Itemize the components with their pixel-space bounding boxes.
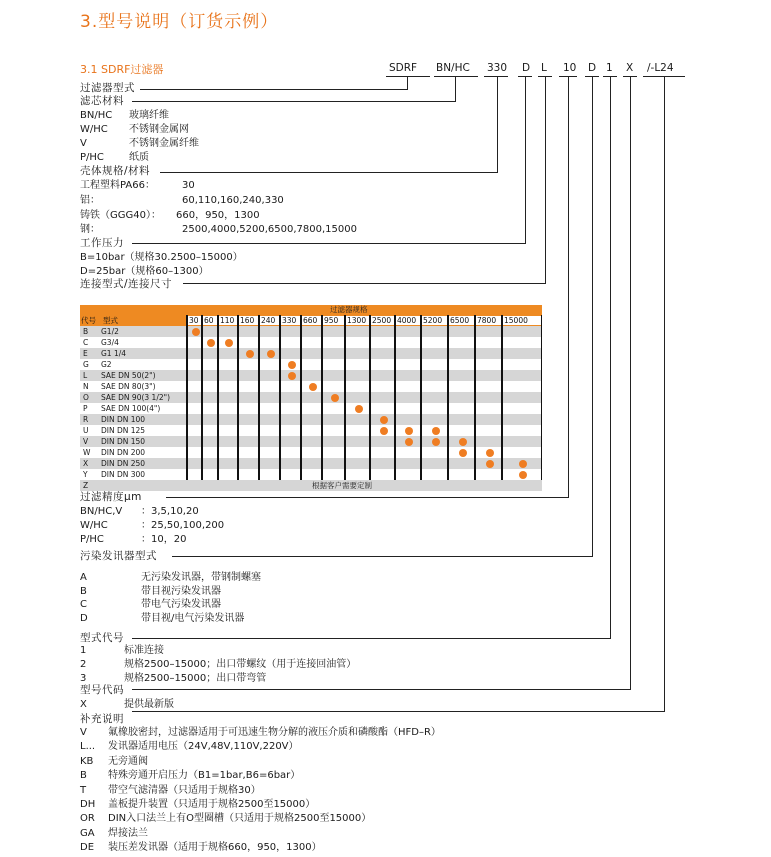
supplement-code: T [80, 784, 87, 796]
availability-dot [355, 405, 363, 413]
connector-line [160, 172, 498, 173]
supplement-desc: 无旁通阀 [108, 755, 148, 767]
size-header-label: 330 [282, 315, 297, 325]
connector-line [132, 689, 631, 690]
material-desc: 玻璃纤维 [129, 110, 169, 121]
indicator-code: A [80, 572, 87, 583]
section-subtitle: 3.1 SDRF过滤器 [80, 63, 164, 76]
row-code: Z [83, 481, 89, 490]
type-code-heading: 型式代号 [80, 632, 124, 644]
column-separator [217, 315, 219, 480]
column-separator [474, 315, 476, 480]
order-code-supplement: /-L24 [647, 62, 674, 74]
column-separator [279, 315, 281, 480]
row-type: SAE DN 80(3") [101, 382, 156, 391]
row-type: DIN DN 150 [101, 437, 146, 446]
col-type-label: 型式 [103, 315, 118, 325]
connector-line [592, 77, 593, 557]
material-code: BN/HC [80, 110, 113, 121]
availability-dot [288, 372, 296, 380]
supplement-code: DE [80, 842, 95, 854]
supplement-code: B [80, 770, 87, 782]
type-code: 1 [80, 645, 87, 656]
supplement-heading: 补充说明 [80, 713, 124, 725]
type-desc: 规格2500–15000；出口带弯管 [124, 673, 267, 684]
housing-desc: 60,110,160,240,330 [182, 195, 284, 206]
table-title: 过滤器规格 [330, 305, 368, 314]
availability-dot [267, 350, 275, 358]
type-desc: 标准连接 [124, 645, 164, 656]
housing-desc: 30 [182, 180, 195, 191]
order-code-size: 330 [487, 62, 508, 74]
availability-dot [459, 438, 467, 446]
size-header-label: 6500 [450, 315, 470, 325]
row-code: L [83, 371, 88, 380]
housing-desc: 660，950，1300 [176, 210, 260, 221]
indicator-desc: 带电气污染发讯器 [141, 599, 221, 610]
pressure-item: B=10bar（规格30.2500–15000） [80, 252, 243, 263]
table-row [80, 337, 542, 348]
availability-dot [519, 460, 527, 468]
connector-line [568, 77, 569, 498]
availability-dot [405, 427, 413, 435]
order-code-type: 1 [606, 62, 613, 74]
connector-line [172, 556, 593, 557]
type-code: 3 [80, 673, 87, 684]
connector-line [630, 77, 631, 690]
supplement-code: DH [80, 799, 96, 810]
connector-line [183, 283, 546, 284]
column-separator [237, 315, 239, 480]
column-separator [300, 315, 302, 480]
material-desc: 不锈钢金属网 [129, 124, 189, 135]
availability-dot [486, 449, 494, 457]
supplement-desc: 发讯器适用电压（24V,48V,110V,220V） [108, 741, 299, 753]
model-code: X [80, 699, 87, 710]
availability-dot [309, 383, 317, 391]
availability-dot [380, 427, 388, 435]
supplement-code: OR [80, 813, 95, 825]
order-code-sdrf: SDRF [389, 62, 418, 74]
supplement-desc: 装压差发讯器（适用于规格660，950，1300） [108, 842, 322, 854]
row-type: G1/2 [101, 327, 119, 336]
size-header-label: 110 [220, 315, 235, 325]
connector-line [497, 77, 498, 173]
table-row [80, 414, 542, 425]
row-type: DIN DN 200 [101, 448, 146, 457]
row-type: SAE DN 100(4") [101, 404, 161, 413]
row-code: V [83, 437, 89, 446]
column-separator [447, 315, 449, 480]
column-separator [344, 315, 346, 480]
element-material-heading: 滤芯材料 [80, 95, 124, 107]
housing-code: 铸铁（GGG40）： [80, 210, 161, 221]
table-row [80, 458, 542, 469]
precision-code: P/HC [80, 534, 104, 545]
table-row [80, 436, 542, 447]
availability-dot [486, 460, 494, 468]
availability-dot [192, 328, 200, 336]
table-row [80, 348, 542, 359]
type-code: 2 [80, 659, 87, 670]
code-underline [484, 76, 508, 77]
row-code: R [83, 415, 89, 424]
precision-code: BN/HC,V [80, 506, 123, 517]
code-underline [434, 76, 478, 77]
supplement-desc: 特殊旁通开启压力（B1=1bar,B6=6bar） [108, 770, 301, 782]
connector-line [610, 77, 611, 639]
supplement-desc: DIN入口法兰上有O型圈槽（只适用于规格2500至15000） [108, 813, 372, 825]
size-header-label: 660 [303, 315, 318, 325]
availability-dot [432, 427, 440, 435]
size-header-label: 4000 [397, 315, 417, 325]
column-separator [501, 315, 503, 480]
precision-code: W/HC [80, 520, 108, 531]
connector-line [132, 711, 665, 712]
row-type: G1 1/4 [101, 349, 127, 358]
material-code: P/HC [80, 152, 104, 163]
precision-desc: ：25,50,100,200 [141, 520, 225, 531]
connector-line [664, 77, 665, 712]
size-header-label: 240 [261, 315, 276, 325]
supplement-desc: 焊接法兰 [108, 827, 148, 839]
availability-dot [380, 416, 388, 424]
row-type: G2 [101, 360, 112, 369]
precision-desc: ：3,5,10,20 [141, 506, 199, 517]
row-code: C [83, 338, 89, 347]
row-type: DIN DN 300 [101, 470, 146, 479]
connector-line [132, 101, 456, 102]
row-code: E [83, 349, 88, 358]
row-type: DIN DN 250 [101, 459, 146, 468]
row-code: O [83, 393, 89, 402]
supplement-desc: 氟橡胶密封，过滤器适用于可迅速生物分解的液压介质和磷酸酯（HFD–R） [108, 727, 441, 738]
pressure-item: D=25bar（规格60–1300） [80, 266, 209, 277]
table-row [80, 480, 542, 491]
model-desc: 提供最新版 [124, 699, 174, 710]
indicator-code: B [80, 586, 87, 597]
housing-code: 钢： [80, 224, 100, 235]
row-type: DIN DN 125 [101, 426, 146, 435]
order-code-indicator: D [588, 62, 597, 74]
table-row [80, 425, 542, 436]
row-code: P [83, 404, 88, 413]
order-code-material: BN/HC [436, 62, 470, 74]
availability-dot [246, 350, 254, 358]
indicator-heading: 污染发讯器型式 [80, 550, 157, 562]
row-code: X [83, 459, 89, 468]
connector-line [132, 243, 526, 244]
pressure-heading: 工作压力 [80, 237, 124, 249]
code-underline [386, 76, 430, 77]
material-desc: 纸质 [129, 152, 149, 163]
row-code: Y [83, 470, 88, 479]
table-row [80, 469, 542, 480]
size-header-label: 30 [189, 315, 199, 325]
size-header-label: 60 [204, 315, 214, 325]
col-code-label: 代号 [81, 315, 96, 325]
page-title: 3.型号说明（订货示例） [80, 12, 279, 32]
housing-desc: 2500,4000,5200,6500,7800,15000 [182, 224, 357, 235]
connector-line [455, 77, 456, 102]
table-row [80, 359, 542, 370]
row-code: G [83, 360, 89, 369]
size-header-label: 15000 [504, 315, 528, 325]
column-separator [321, 315, 323, 480]
material-code: W/HC [80, 124, 108, 135]
indicator-code: D [80, 613, 88, 624]
availability-dot [331, 394, 339, 402]
order-code-pressure: D [522, 62, 531, 74]
row-code: N [83, 382, 89, 391]
column-separator [394, 315, 396, 480]
availability-dot [519, 471, 527, 479]
column-separator [258, 315, 260, 480]
order-code-connection: L [541, 62, 547, 74]
row-type: SAE DN 50(2") [101, 371, 156, 380]
availability-dot [225, 339, 233, 347]
indicator-desc: 带目视污染发讯器 [141, 586, 221, 597]
row-code: W [83, 448, 91, 457]
connection-heading: 连接型式/连接尺寸 [80, 278, 173, 290]
material-desc: 不锈钢金属纤维 [129, 138, 199, 149]
availability-dot [207, 339, 215, 347]
order-code-model: X [626, 62, 634, 74]
housing-code: 铝： [80, 195, 100, 206]
indicator-desc: 带目视/电气污染发讯器 [141, 613, 245, 624]
supplement-code: L... [80, 741, 96, 753]
row-code: U [83, 426, 89, 435]
precision-heading: 过滤精度μm [80, 491, 142, 503]
connector-line [525, 77, 526, 244]
model-code-heading: 型号代码 [80, 684, 124, 696]
column-separator [420, 315, 422, 480]
filter-type-heading: 过滤器型式 [80, 82, 135, 94]
availability-dot [432, 438, 440, 446]
row-code: B [83, 327, 89, 336]
supplement-desc: 带空气滤清器（只适用于规格30） [108, 784, 261, 796]
connector-line [132, 638, 611, 639]
supplement-desc: 盖板提升装置（只适用于规格2500至15000） [108, 799, 316, 810]
availability-dot [288, 361, 296, 369]
type-desc: 规格2500–15000；出口带螺纹（用于连接回油管） [124, 659, 357, 670]
column-separator [541, 315, 542, 480]
order-code-precision: 10 [563, 62, 577, 74]
indicator-code: C [80, 599, 87, 610]
supplement-code: KB [80, 755, 94, 767]
column-separator [369, 315, 371, 480]
row-type: DIN DN 100 [101, 415, 146, 424]
housing-code: 工程塑料PA66： [80, 180, 155, 191]
size-header-label: 1300 [347, 315, 367, 325]
availability-dot [459, 449, 467, 457]
table-row [80, 326, 542, 337]
material-code: V [80, 138, 87, 149]
supplement-code: V [80, 727, 87, 738]
connector-line [166, 497, 569, 498]
column-separator [201, 315, 203, 480]
size-header-label: 160 [240, 315, 255, 325]
housing-heading: 壳体规格/材料 [80, 165, 151, 177]
size-header-label: 7800 [477, 315, 497, 325]
size-header-label: 950 [324, 315, 339, 325]
precision-desc: ：10，20 [141, 534, 187, 545]
row-type: SAE DN 90(3 1/2") [101, 393, 170, 402]
size-header-label: 5200 [423, 315, 443, 325]
indicator-desc: 无污染发讯器，带钢制螺塞 [141, 572, 261, 583]
supplement-code: GA [80, 827, 95, 839]
z-note: 根据客户需要定制 [312, 481, 372, 490]
size-header-label: 2500 [372, 315, 392, 325]
availability-dot [405, 438, 413, 446]
row-type: G3/4 [101, 338, 119, 347]
column-separator [186, 315, 188, 480]
table-row [80, 447, 542, 458]
connector-line [545, 77, 546, 284]
connector-line [140, 89, 408, 90]
